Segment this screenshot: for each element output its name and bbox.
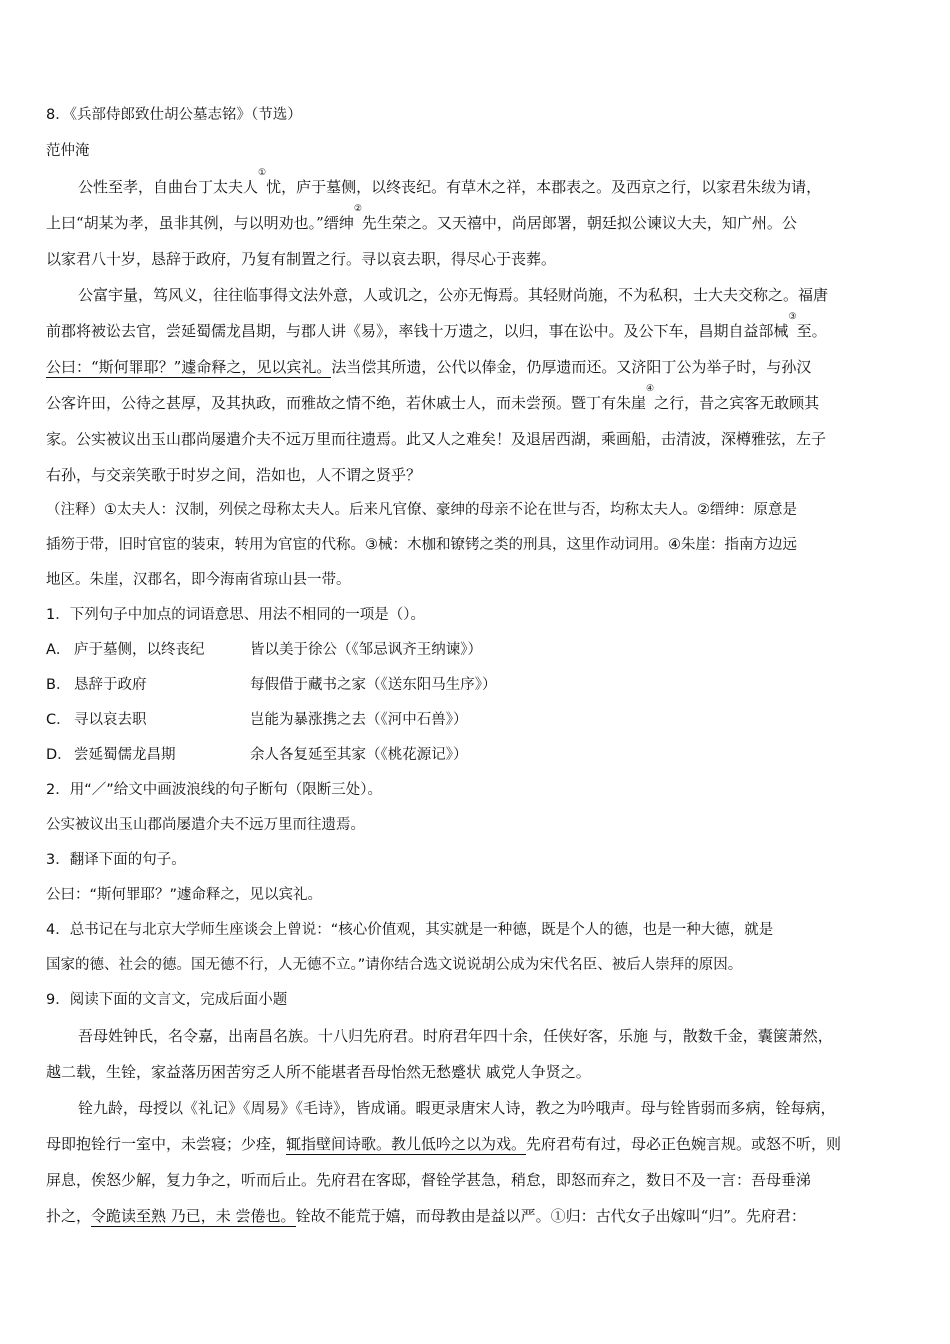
option-c: C． 寻以哀去职 岂能为暴涨携之去（《河中石兽》） bbox=[46, 712, 468, 728]
question-text: 公曰：“斯何罪耶？”遽命释之，见以宾礼。 bbox=[46, 887, 323, 903]
option-a: A． 庐于墓侧，以终丧纪 皆以美于徐公（《邹忌讽齐王纳谏》） bbox=[46, 642, 482, 658]
question-stem: 1．下列句子中加点的词语意思、用法不相同的一项是（）。 bbox=[46, 607, 425, 623]
q8-paragraph-1 bbox=[46, 169, 908, 277]
q9-title: 9．阅读下面的文言文，完成后面小题 bbox=[46, 992, 288, 1008]
text-line: 以家君八十岁，恳辞于政府，乃复有制置之行。寻以哀去职，得尽心于丧葬。 bbox=[46, 250, 557, 268]
question-1 bbox=[46, 598, 908, 773]
text-line: 公富宇量，笃风义，往往临事得文法外意，人或讥之，公亦无悔焉。其轻财尚施，不为私积，士大夫交称之。福唐 bbox=[78, 286, 829, 304]
q8-paragraph-2 bbox=[46, 277, 908, 493]
text-line: 前郡将被讼去官，尝延蜀儒龙昌期，与郡人讲《易》，率钱十万遗之，以归，事在讼中。及公下车，昌期自益部械③至。 bbox=[46, 312, 827, 340]
q8-notes bbox=[46, 493, 908, 598]
text-line: 公性至孝，自曲台丁太夫人①忧，庐于墓侧，以终丧纪。有草木之祥，本郡表之。及西京之行，以家君朱绂为请， bbox=[78, 168, 822, 196]
underlined-sentence: 公曰：“斯何罪耶？”遽命释之，见以宾礼。 bbox=[46, 358, 332, 376]
text-line: 扑之，令跪读至熟 乃已，未 尝倦也。铨故不能荒于嬉，而母教由是益以严。①归：古代女子出嫁叫“归”。先府君： bbox=[46, 1207, 806, 1225]
document-page bbox=[46, 97, 908, 1234]
question-text: 公实被议出玉山郡尚屡遣介夫不远万里而往遗焉。 bbox=[46, 817, 365, 833]
option-b: B． 恳辞于政府 每假借于藏书之家（《送东阳马生序》） bbox=[46, 677, 497, 693]
text-line: 家。公实被议出玉山郡尚屡遣介夫不远万里而往遗焉。此又人之难矣！及退居西湖，乘画船，击清波，深樽雅弦，左子 bbox=[46, 430, 827, 448]
q8-title: 8．《兵部侍郎致仕胡公墓志铭》（节选） bbox=[46, 107, 302, 123]
question-4 bbox=[46, 913, 908, 983]
q9-paragraph-2 bbox=[46, 1090, 908, 1234]
note-line: （注释）①太夫人：汉制，列侯之母称太夫人。后来凡官僚、豪绅的母亲不论在世与否，均称太夫人。②缙绅：原意是 bbox=[46, 502, 797, 518]
question-stem: 2．用“／”给文中画波浪线的句子断句（限断三处）。 bbox=[46, 782, 382, 798]
text-line: 吾母姓钟氏，名令嘉，出南昌名族。十八归先府君。时府君年四十余，任侠好客，乐施 与，散数千金，囊箧萧然， bbox=[78, 1027, 833, 1045]
question-stem: 4．总书记在与北京大学师生座谈会上曾说：“核心价值观，其实就是一种德，既是个人的德，也是一种大德，就是 bbox=[46, 922, 774, 938]
text-line: 公曰：“斯何罪耶？”遽命释之，见以宾礼。法当偿其所遗，公代以俸金，仍厚遗而还。又济阳丁公为举子时，与孙汉 bbox=[46, 358, 812, 376]
question-3 bbox=[46, 843, 908, 913]
underlined-sentence: 辄指壁间诗歌。教儿低吟之以为戏。 bbox=[286, 1135, 527, 1153]
note-line: 地区。朱崖，汉郡名，即今海南省琼山县一带。 bbox=[46, 572, 351, 588]
q8-author: 范仲淹 bbox=[46, 143, 90, 159]
text-line: 屏息，俟怒少解，复力争之，听而后止。先府君在客邸，督铨学甚急，稍怠，即怒而弃之，数日不及一言：吾母垂涕 bbox=[46, 1171, 812, 1189]
question-2 bbox=[46, 773, 908, 843]
q9-paragraph-1 bbox=[46, 1018, 908, 1090]
text-line: 公客许田，公待之甚厚，及其执政，而雅故之情不绝，若休戚士人，而未尝预。暨丁有朱崖④之行，昔之宾客无敢顾其 bbox=[46, 384, 820, 412]
text-line: 母即抱铨行一室中，未尝寝；少痊，辄指壁间诗歌。教儿低吟之以为戏。先府君苟有过，母必正色婉言规。或怒不听，则 bbox=[46, 1135, 842, 1153]
question-stem: 3．翻译下面的句子。 bbox=[46, 852, 186, 868]
text-line: 右孙，与交亲笑歌于时岁之间，浩如也，人不谓之贤乎？ bbox=[46, 466, 422, 484]
option-d: D． 尝延蜀儒龙昌期 余人各复延至其家（《桃花源记》） bbox=[46, 747, 468, 763]
text-line: 越二载，生铨，家益落历困苦穷乏人所不能堪者吾母怡然无愁蹙状 戚党人争贤之。 bbox=[46, 1063, 591, 1081]
question-stem: 国家的德、社会的德。国无德不行，人无德不立。”请你结合选文说说胡公成为宋代名臣、被后人崇拜的原因。 bbox=[46, 957, 743, 973]
underlined-sentence: 令跪读至熟 乃已，未 尝倦也。 bbox=[91, 1207, 296, 1225]
note-line: 插笏于带，旧时官宦的装束，转用为官宦的代称。③械：木枷和镣铐之类的刑具，这里作动词用。④朱崖：指南方边远 bbox=[46, 537, 797, 553]
text-line: 铨九龄，母授以《礼记》《周易》《毛诗》，皆成诵。暇更录唐宋人诗，教之为吟哦声。母与铨皆弱而多病，铨每病， bbox=[78, 1099, 836, 1117]
text-line: 上曰“胡某为孝，虽非其例，与以明劝也。”缙绅②先生荣之。又天禧中，尚居郎署，朝廷拟公谏议大夫，知广州。公 bbox=[46, 204, 797, 232]
